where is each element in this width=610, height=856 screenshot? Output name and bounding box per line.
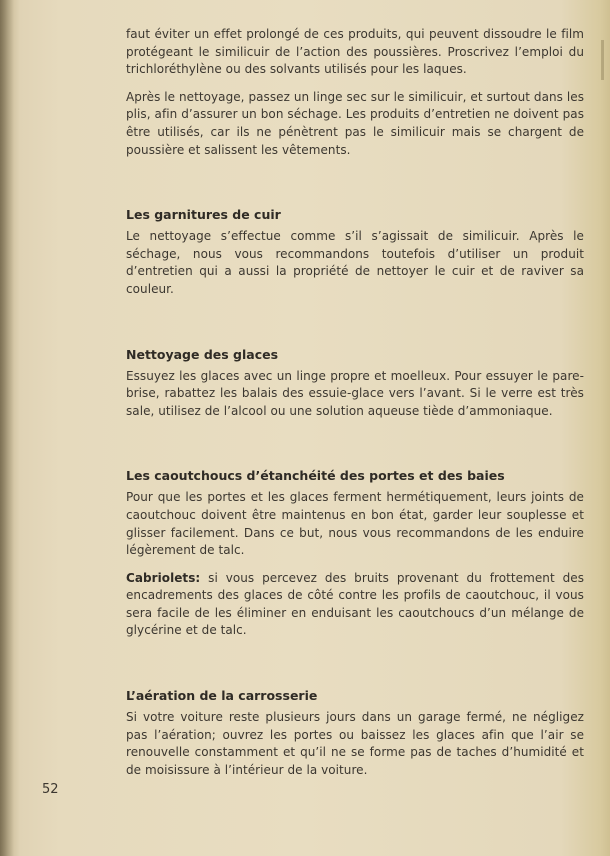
section-ventilation: [126, 687, 584, 779]
section-rubber-seals-paragraph-1: Pour que les portes et les glaces ferment hermétiquement, leurs joints de caoutchouc doivent être maintenus en bon état, garder leur souplesse et glisser facilement. Dans ce but, nous vous recommandons de les enduire légèrement de talc.: [126, 490, 584, 558]
section-heading-glass: Nettoyage des glaces: [126, 346, 279, 362]
cabriolets-lead: Cabriolets:: [126, 570, 201, 585]
section-rubber-seals-paragraph-2: [126, 570, 584, 640]
section-heading-rubber-seals: Les caoutchoucs d’étanchéité des portes et des baies: [126, 468, 505, 484]
page-edge-mark: [601, 40, 604, 80]
intro-paragraph-1: faut éviter un effet prolongé de ces produits, qui peuvent dissoudre le film protégeant le similicuir de l’action des poussières. Proscrivez l’emploi du trichloréthylène ou des solvants utilisés pour les laques.: [126, 27, 584, 77]
cabriolets-text: si vous percevez des bruits provenant du frottement des encadrements des glaces de côté contre les profils de caoutchouc, il vous sera facile de les éliminer en enduisant les caoutchoucs d’un mélange de glycérine et de talc.: [126, 570, 584, 638]
intro-paragraph-2: Après le nettoyage, passez un linge sec sur le similicuir, et surtout dans les plis, afin d’assurer un bon séchage. Les produits d’entretien ne doivent pas être utilisés, car ils ne pénètrent pas le similicuir mais se chargent de poussière et salissent les vêtements.: [126, 89, 584, 157]
section-heading-ventilation: L’aération de la carrosserie: [126, 688, 318, 704]
section-rubber-seals: [126, 467, 584, 640]
section-ventilation-paragraph: Si votre voiture reste plusieurs jours dans un garage fermé, ne négligez pas l’aération; ouvrez les portes ou baissez les glaces afin que l’air se renouvelle constamment et qu’il ne se forme pas de taches d’humidité et de moisissure à l’intérieur de la voiture.: [126, 710, 584, 777]
page-number: 52: [42, 782, 59, 797]
section-glass-paragraph: Essuyez les glaces avec un linge propre et moelleux. Pour essuyer le pare-brise, rabattez les balais des essuie-glace vers l’avant. Si le verre est très sale, utilisez de l’alcool ou une solution aqueuse tiède d’ammoniaque.: [126, 368, 584, 418]
section-leather: [126, 206, 584, 298]
book-spine-shadow: [0, 0, 14, 856]
section-heading-leather: Les garnitures de cuir: [126, 207, 281, 223]
page-content: [126, 26, 584, 779]
section-glass: [126, 346, 584, 421]
section-leather-paragraph: Le nettoyage s’effectue comme s’il s’agissait de similicuir. Après le séchage, nous vous recommandons toutefois d’utiliser un produit d’entretien qui a aussi la propriété de nettoyer le cuir et de raviver sa couleur.: [126, 229, 584, 296]
